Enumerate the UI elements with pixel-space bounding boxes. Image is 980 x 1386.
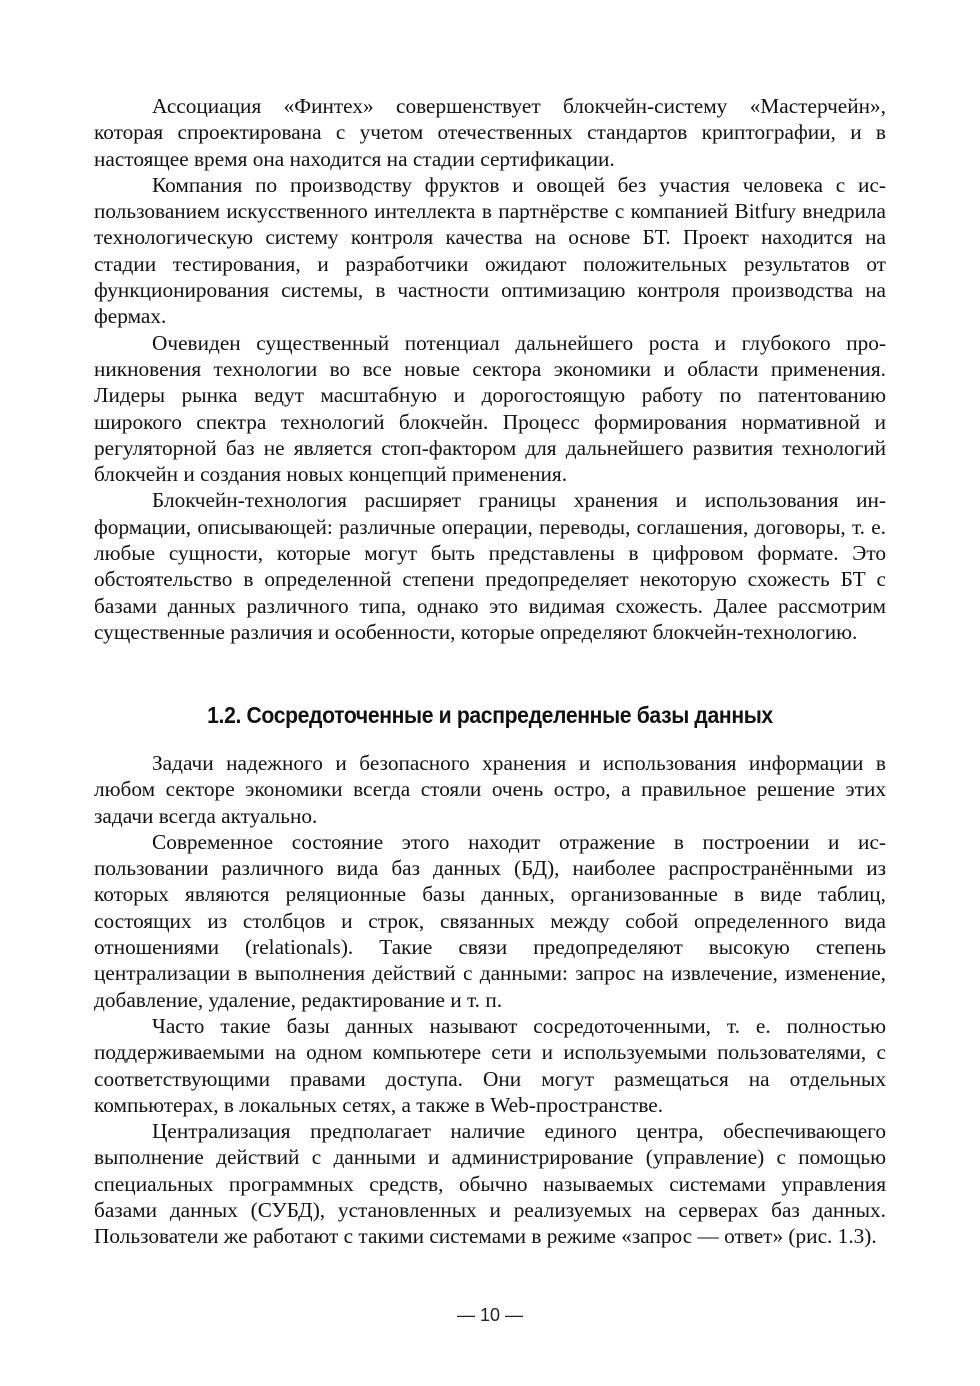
paragraph-blockchain-boundaries: Блокчейн-технология расширяет границы хранения и использования информации, описывающей: различные операции, переводы, соглашения, договоры, т. е. любые сущности, которые могут быть представлены в цифровом формате. Это обстоятельство в определенной степени предопределяет некоторую схожесть БТ с базами данных различного типа, однако это видимая схожесть. Далее рассмотрим существенные различия и особенности, которые определяют блокчейн-технологию. [94,488,886,644]
paragraph-centralization-dbms: Централизация предполагает наличие единого центра, обеспечивающего выполнение действий с данными и администрирование (управление) с помощью специальных программных средств, обычно называемых системами управления базами данных (СУБД), установленных и реализуемых на серверах баз данных. Пользователи же работают с такими системами в режиме «запрос — ответ» (рис. 1.3). [94,1119,886,1249]
paragraph-masterchain: Ассоциация «Финтех» совершенствует блокчейн-систему «Мастерчейн», которая спроектирована с учетом отечественных стандартов криптографии, и в настоящее время она находится на стадии сертификации. [94,94,886,171]
paragraph-bitfury: Компания по производству фруктов и овощей без участия человека с использованием искусственного интеллекта в партнёрстве с компанией Bitfury внедрила технологическую систему контроля качества на основе БТ. Проект находится на стадии тестирования, и разработчики ожидают положительных результатов от функционирования системы, в частности оптимизацию контроля производства на фермах. [94,172,886,329]
section-heading-wrapper [94,700,886,730]
page-number: — 10 — [456,1305,524,1325]
paragraph-relational-db: Современное состояние этого находит отражение в построении и использовании различного вида баз данных (БД), наиболее распространёнными из которых являются реляционные базы данных, организованные в виде таблиц, состоящих из столбцов и строк, связанных между собой определенного вида отношениями (relationals). Такие связи предопределяют высокую степень централизации в выполнения действий с данными: запрос на извлечение, изменение, добавление, удаление, редактирование и т. п. [94,829,886,1012]
text-section-databases [94,750,886,1250]
paragraph-storage-tasks: Задачи надежного и безопасного хранения и использования информации в любом секторе экономики всегда стояли очень остро, а правильное решение этих задачи всегда актуально. [94,751,886,828]
text-section-intro [94,93,886,645]
section-heading: 1.2. Сосредоточенные и распределенные базы данных [207,702,773,728]
paragraph-centralized-db: Часто такие базы данных называют сосредоточенными, т. е. полностью поддерживаемыми на одном компьютере сети и используемыми пользователями, с соответствующими правами доступа. Они могут размещаться на отдельных компьютерах, в локальных сетях, а также в Web-пространстве. [94,1013,886,1117]
paragraph-growth-potential: Очевиден существенный потенциал дальнейшего роста и глубокого проникновения технологии во все новые сектора экономики и области применения. Лидеры рынка ведут масштабную и дорогостоящую работу по патентованию широкого спектра технологий блокчейн. Процесс формирования нормативной и регуляторной баз не является стоп-фактором для дальнейшего развития технологий блокчейн и создания новых концепций применения. [94,330,886,487]
